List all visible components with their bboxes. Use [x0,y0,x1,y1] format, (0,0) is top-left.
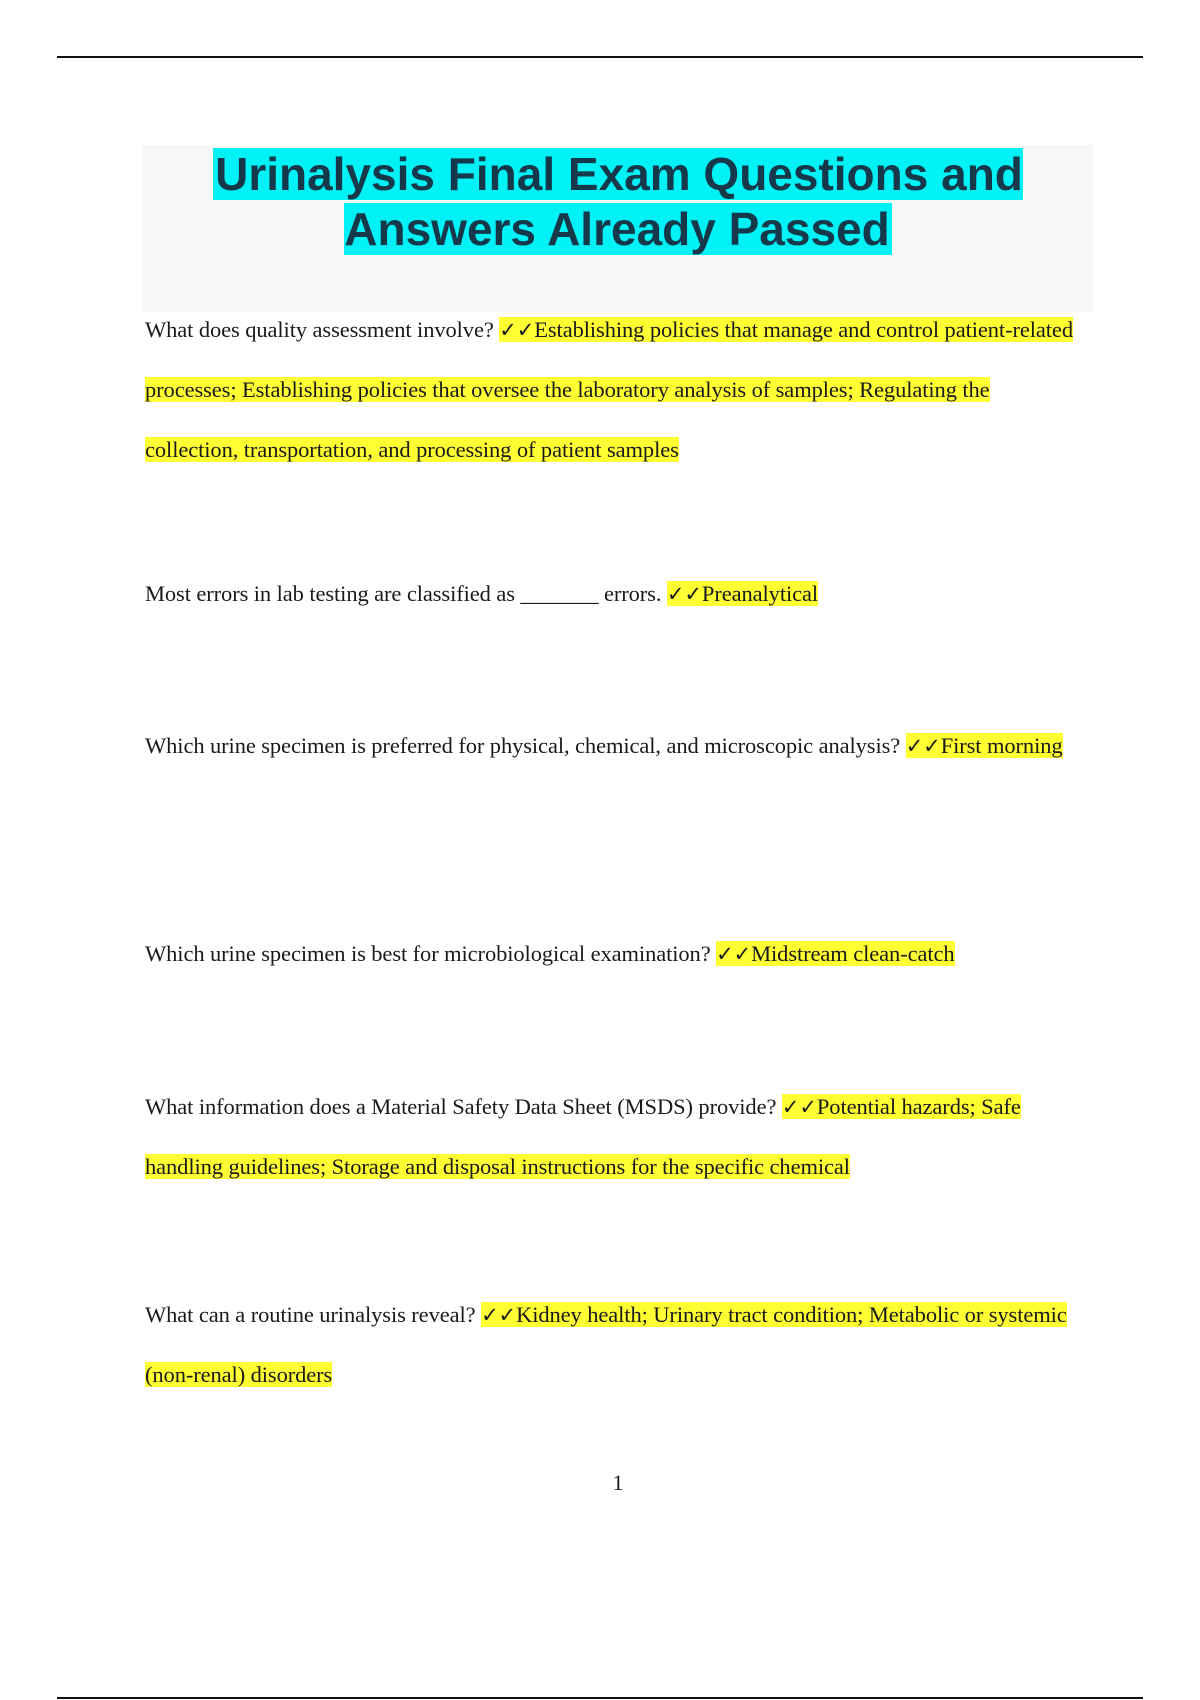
answer-text: First morning [940,733,1063,758]
answer-highlight [906,733,1063,758]
question-text: What does quality assessment involve? [145,317,500,342]
qa-item-1 [145,300,1075,480]
double-check-icon: ✓✓ [716,942,752,966]
title-block [143,145,1093,312]
double-check-icon: ✓✓ [481,1303,517,1327]
question-text: What can a routine urinalysis reveal? [145,1302,482,1327]
qa-item-4 [145,924,1075,984]
page-number: 1 [612,1470,624,1495]
answer-text: Preanalytical [701,581,819,606]
question-text: Most errors in lab testing are classified as _______ errors. [145,581,667,606]
double-check-icon: ✓✓ [781,1095,817,1119]
qa-item-2 [145,564,1075,624]
question-text: Which urine specimen is preferred for physical, chemical, and microscopic analysis? [145,733,906,758]
page-title [143,145,1093,257]
answer-highlight [667,581,818,606]
answer-text: Potential hazards; Safe handling guidelines; Storage and disposal instructions for the specific chemical [145,1094,1021,1179]
double-check-icon: ✓✓ [499,318,535,342]
question-text: What information does a Material Safety Data Sheet (MSDS) provide? [145,1094,782,1119]
answer-text: Establishing policies that manage and control patient-related processes; Establishing policies that oversee the laboratory analysis of samples; Regulating the collection, transportation, and processing of patient samples [145,317,1073,462]
double-check-icon: ✓✓ [666,582,702,606]
qa-item-6 [145,1285,1075,1405]
top-rule [57,56,1143,58]
qa-item-5 [145,1077,1075,1197]
answer-text: Kidney health; Urinary tract condition; Metabolic or systemic (non-renal) disorders [145,1302,1067,1387]
answer-text: Midstream clean-catch [751,941,955,966]
double-check-icon: ✓✓ [905,734,941,758]
question-text: Which urine specimen is best for microbiological examination? [145,941,717,966]
qa-item-3 [145,716,1075,776]
bottom-rule [57,1697,1143,1699]
answer-highlight [716,941,954,966]
title-highlight: Urinalysis Final Exam Questions and Answers Already Passed [215,148,1023,255]
